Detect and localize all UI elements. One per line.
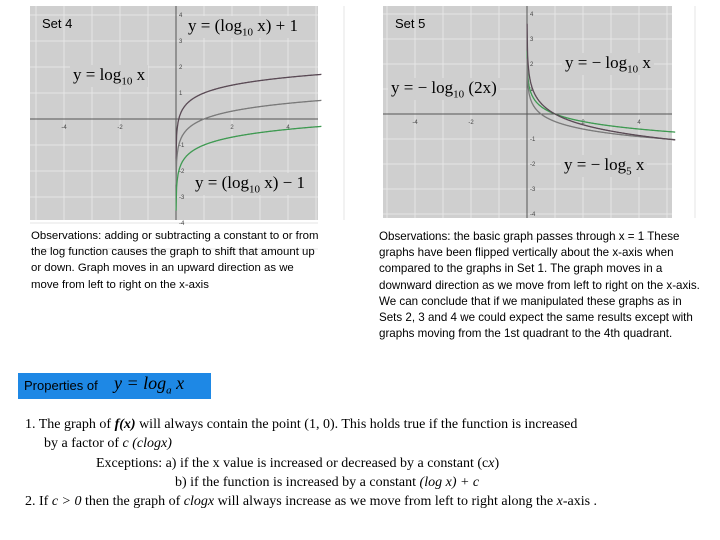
property-2-line: 2. If c > 0 then the graph of clogx will always increase as we move from left to right along the x-axis . [25,494,598,509]
x-tick-label: 2 [581,120,585,126]
set5-eq-left: y = − $\log_{10} (2x)$ [388,78,500,100]
curve-neg-log5 [527,24,675,140]
set5-graph-panel [383,6,672,218]
y-tick-label: 1 [179,91,183,97]
y-tick-label: 4 [530,12,534,18]
y-tick-label: -1 [530,137,536,143]
set4-graph-panel [30,6,318,227]
y-tick-label: -1 [179,143,185,149]
set5-eq-right-bottom: y = − $\log_5 x$ [561,155,647,177]
properties-label: Properties of [24,378,98,393]
property-1-line: 1. The graph of f(x) will always contain the point (1, 0). This holds true if the function is increased [25,417,578,432]
y-tick-label: 3 [179,39,183,45]
set4-eq-bottom: $y = (\log_{10}$ x) − 1 [192,173,308,195]
property-1-continuation: by a factor of c (clogx) [44,436,172,451]
y-tick-label: -4 [530,212,536,218]
curve-log [176,100,321,184]
y-tick-label: -2 [179,169,185,175]
curve-log-plus-1 [176,74,321,158]
properties-heading-box [18,373,211,399]
x-tick-label: -2 [468,120,474,126]
property-1-exception-b: b) if the function is increased by a constant (log x) + c [175,475,480,490]
y-tick-label: 2 [179,65,183,71]
set4-eq-top: $y = (\log_{10}$ x) + 1 [185,16,301,38]
set5-graph [383,6,672,218]
y-tick-label: 1 [530,87,534,93]
y-tick-label: 3 [530,37,534,43]
x-tick-label: 4 [286,125,290,131]
curve-log-minus-1 [176,126,321,210]
x-tick-label: 2 [230,125,234,131]
y-tick-label: -2 [530,162,536,168]
x-tick-label: 4 [637,120,641,126]
y-tick-label: 4 [179,13,183,19]
y-tick-label: 2 [530,62,534,68]
set4-observation: Observations: adding or subtracting a constant to or from the log function causes the graph to shift that amount up or down. Graph moves in an upward direction as we move from left to right on the x-axis [31,230,319,291]
x-tick-label: -4 [61,125,67,131]
properties-formula: $y = \log_a x$ [114,373,185,397]
set5-title: Set 5 [395,16,426,31]
set5-eq-right-top: y = − $\log_{10} x$ [562,53,654,75]
x-tick-label: -4 [412,120,418,126]
y-tick-label: -4 [179,221,185,227]
property-1-exception-a: Exceptions: a) if the x value is increased or decreased by a constant (cx) [96,456,500,471]
set4-eq-left: $y = \log_{10} x$ [70,65,148,87]
y-tick-label: -3 [179,195,185,201]
y-tick-label: -3 [530,187,536,193]
set5-observation: Observations: the basic graph passes through x = 1 These graphs have been flipped vertically about the x-axis when compared to the graphs in Set 1. The graph moves in a downward direction as we move from left to right on the x-axis. We can conclude that if we manipulated these graphs as in Sets 2, 3 and 4 we could expect the same results except with graphs moving from the 1st quadrant to the 4th quadrant. [379,230,700,341]
x-tick-label: -2 [117,125,123,131]
set4-title: Set 4 [42,16,73,31]
